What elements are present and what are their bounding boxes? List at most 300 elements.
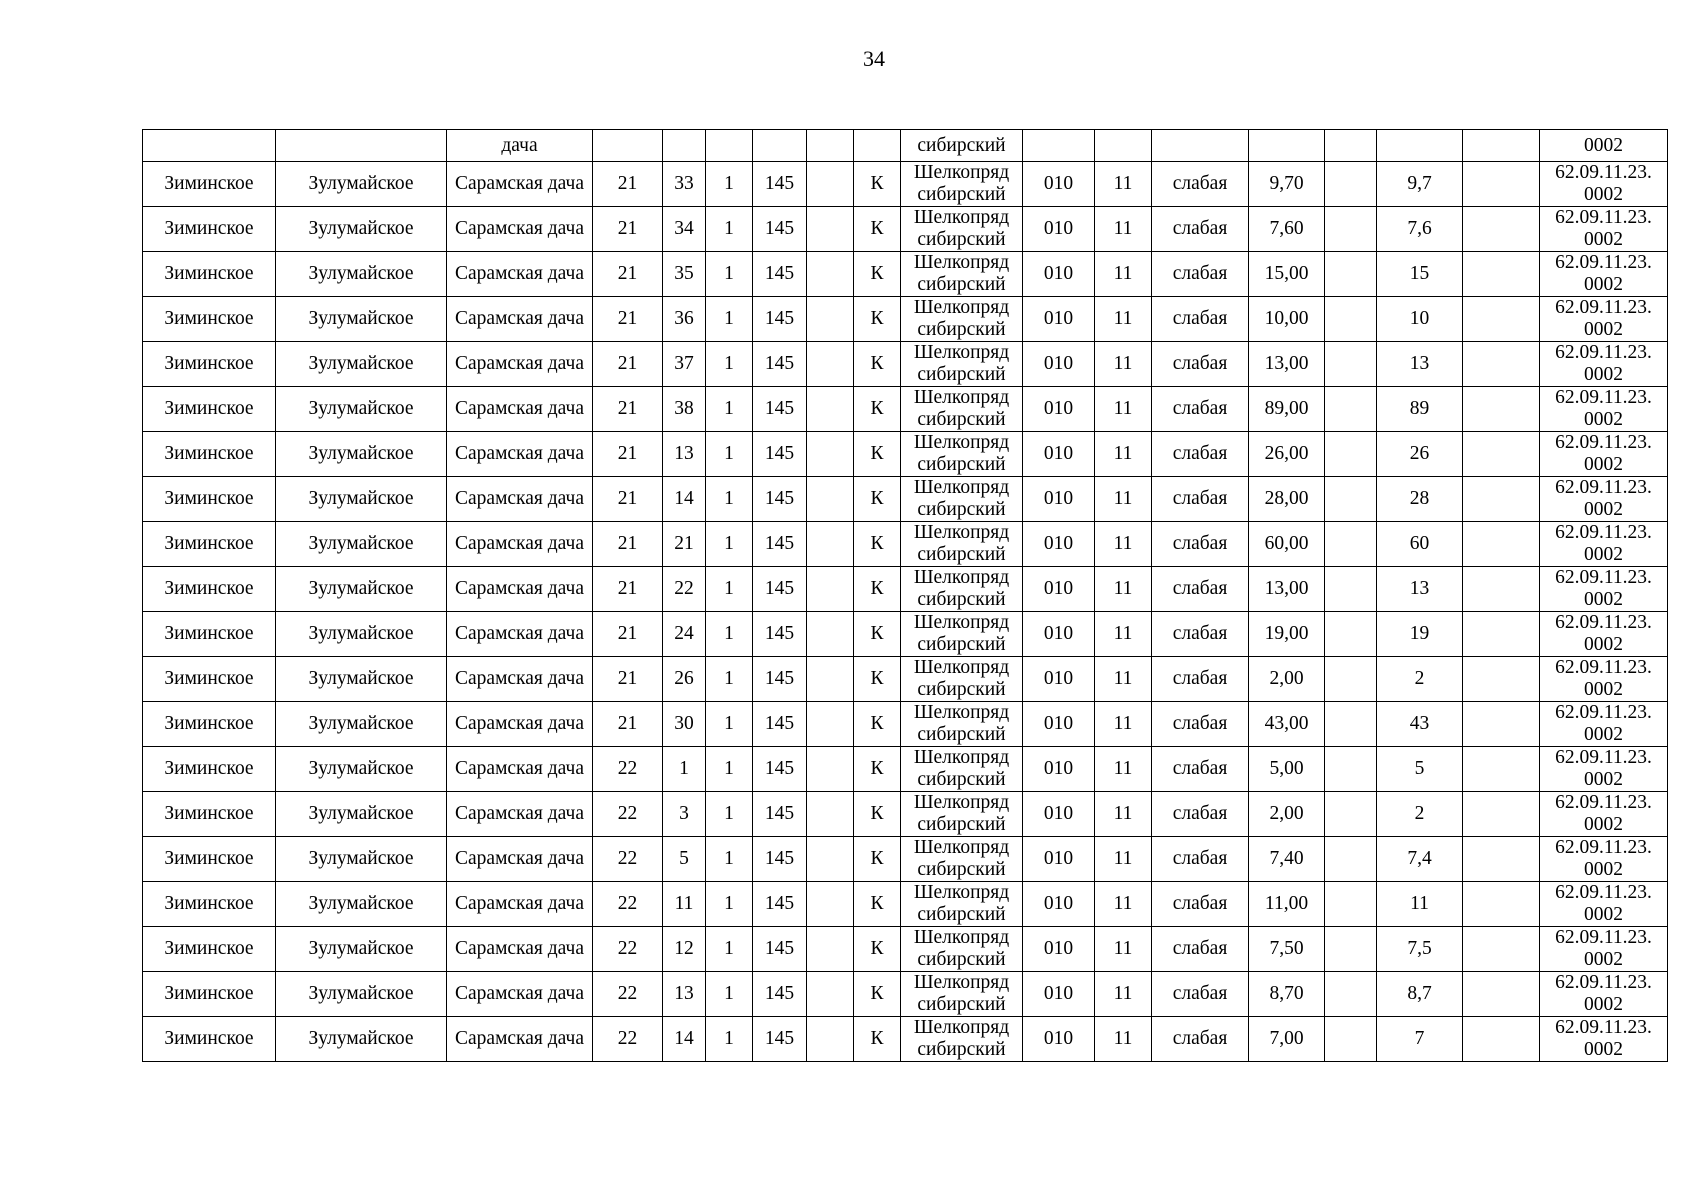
cell-area: 7,40	[1249, 837, 1325, 882]
cell-blank-b	[1325, 612, 1377, 657]
cell-dacha: Сарамская дача	[447, 747, 593, 792]
cell-subsection: 1	[706, 702, 753, 747]
cell-area-code	[753, 130, 807, 162]
table-row	[143, 387, 1668, 432]
cell-code: 010	[1023, 522, 1095, 567]
cell-reference-code: 62.09.11.23. 0002	[1540, 882, 1668, 927]
cell-area-rounded: 9,7	[1377, 162, 1463, 207]
table-row	[143, 567, 1668, 612]
cell-dacha: Сарамская дача	[447, 432, 593, 477]
cell-area	[1249, 130, 1325, 162]
cell-section: 36	[663, 297, 706, 342]
cell-dacha: Сарамская дача	[447, 387, 593, 432]
cell-section: 1	[663, 747, 706, 792]
cell-degree: слабая	[1152, 252, 1249, 297]
cell-species: К	[854, 522, 901, 567]
cell-area-rounded: 43	[1377, 702, 1463, 747]
cell-code: 010	[1023, 477, 1095, 522]
cell-dacha: Сарамская дача	[447, 702, 593, 747]
cell-pest: Шелкопряд сибирский	[901, 297, 1023, 342]
cell-species: К	[854, 432, 901, 477]
cell-blank-a	[807, 297, 854, 342]
cell-factor: 11	[1095, 342, 1152, 387]
cell-pest: Шелкопряд сибирский	[901, 702, 1023, 747]
cell-factor: 11	[1095, 837, 1152, 882]
cell-reference-code: 62.09.11.23. 0002	[1540, 567, 1668, 612]
cell-area: 2,00	[1249, 657, 1325, 702]
cell-section: 38	[663, 387, 706, 432]
cell-degree: слабая	[1152, 567, 1249, 612]
cell-code: 010	[1023, 837, 1095, 882]
cell-blank-a	[807, 162, 854, 207]
cell-section: 33	[663, 162, 706, 207]
cell-blank-a	[807, 792, 854, 837]
cell-subsection: 1	[706, 972, 753, 1017]
cell-dacha: Сарамская дача	[447, 1017, 593, 1062]
cell-blank-a	[807, 342, 854, 387]
cell-code: 010	[1023, 387, 1095, 432]
cell-subsection: 1	[706, 747, 753, 792]
cell-degree: слабая	[1152, 387, 1249, 432]
cell-blank-b	[1325, 882, 1377, 927]
cell-pest: Шелкопряд сибирский	[901, 432, 1023, 477]
cell-blank-c	[1463, 837, 1540, 882]
cell-factor: 11	[1095, 657, 1152, 702]
cell-blank-a	[807, 972, 854, 1017]
cell-area-code: 145	[753, 612, 807, 657]
cell-area-rounded: 2	[1377, 657, 1463, 702]
cell-quarter: 21	[593, 162, 663, 207]
cell-quarter: 21	[593, 657, 663, 702]
cell-section: 35	[663, 252, 706, 297]
cell-blank-b	[1325, 567, 1377, 612]
cell-blank-c	[1463, 130, 1540, 162]
cell-forestry: Зулумайское	[276, 792, 447, 837]
cell-area-code: 145	[753, 747, 807, 792]
cell-pest: Шелкопряд сибирский	[901, 657, 1023, 702]
cell-area: 7,50	[1249, 927, 1325, 972]
table-row	[143, 972, 1668, 1017]
cell-subsection: 1	[706, 252, 753, 297]
cell-blank-b	[1325, 432, 1377, 477]
cell-species: К	[854, 342, 901, 387]
cell-area: 13,00	[1249, 567, 1325, 612]
cell-species: К	[854, 567, 901, 612]
cell-forestry: Зулумайское	[276, 882, 447, 927]
cell-blank-b	[1325, 792, 1377, 837]
cell-factor: 11	[1095, 972, 1152, 1017]
cell-species: К	[854, 297, 901, 342]
cell-dacha: Сарамская дача	[447, 927, 593, 972]
cell-area-rounded: 7	[1377, 1017, 1463, 1062]
cell-area: 7,60	[1249, 207, 1325, 252]
cell-blank-b	[1325, 207, 1377, 252]
cell-area-code: 145	[753, 207, 807, 252]
cell-quarter: 21	[593, 477, 663, 522]
cell-area-rounded: 13	[1377, 342, 1463, 387]
cell-degree: слабая	[1152, 837, 1249, 882]
cell-species: К	[854, 792, 901, 837]
cell-subsection: 1	[706, 837, 753, 882]
cell-area-rounded: 26	[1377, 432, 1463, 477]
cell-quarter: 21	[593, 252, 663, 297]
table-row	[143, 1017, 1668, 1062]
cell-subsection: 1	[706, 342, 753, 387]
cell-subsection: 1	[706, 567, 753, 612]
cell-blank-c	[1463, 432, 1540, 477]
cell-forestry: Зулумайское	[276, 927, 447, 972]
cell-code: 010	[1023, 972, 1095, 1017]
cell-municipal-district: Зиминское	[143, 657, 276, 702]
cell-code: 010	[1023, 927, 1095, 972]
cell-subsection: 1	[706, 207, 753, 252]
cell-species: К	[854, 387, 901, 432]
cell-municipal-district: Зиминское	[143, 927, 276, 972]
cell-degree: слабая	[1152, 972, 1249, 1017]
cell-area-rounded	[1377, 130, 1463, 162]
cell-blank-a	[807, 837, 854, 882]
table-row	[143, 702, 1668, 747]
cell-blank-a	[807, 1017, 854, 1062]
cell-blank-b	[1325, 297, 1377, 342]
cell-blank-a	[807, 612, 854, 657]
cell-species: К	[854, 837, 901, 882]
cell-quarter: 21	[593, 387, 663, 432]
table-row	[143, 252, 1668, 297]
cell-forestry: Зулумайское	[276, 702, 447, 747]
cell-section: 11	[663, 882, 706, 927]
cell-municipal-district: Зиминское	[143, 162, 276, 207]
cell-subsection: 1	[706, 297, 753, 342]
cell-blank-b	[1325, 657, 1377, 702]
cell-blank-c	[1463, 1017, 1540, 1062]
cell-section: 30	[663, 702, 706, 747]
cell-blank-a	[807, 387, 854, 432]
cell-section: 13	[663, 432, 706, 477]
cell-reference-code: 62.09.11.23. 0002	[1540, 297, 1668, 342]
cell-species: К	[854, 702, 901, 747]
cell-degree: слабая	[1152, 342, 1249, 387]
cell-species: К	[854, 612, 901, 657]
cell-quarter: 21	[593, 297, 663, 342]
cell-degree: слабая	[1152, 522, 1249, 567]
cell-dacha: Сарамская дача	[447, 882, 593, 927]
cell-degree	[1152, 130, 1249, 162]
cell-species: К	[854, 477, 901, 522]
cell-dacha: Сарамская дача	[447, 837, 593, 882]
cell-blank-b	[1325, 477, 1377, 522]
cell-subsection: 1	[706, 1017, 753, 1062]
cell-section: 3	[663, 792, 706, 837]
cell-area-rounded: 5	[1377, 747, 1463, 792]
cell-forestry: Зулумайское	[276, 252, 447, 297]
cell-code: 010	[1023, 1017, 1095, 1062]
cell-subsection: 1	[706, 882, 753, 927]
cell-municipal-district: Зиминское	[143, 342, 276, 387]
cell-area-rounded: 7,6	[1377, 207, 1463, 252]
cell-factor: 11	[1095, 567, 1152, 612]
cell-species	[854, 130, 901, 162]
cell-blank-c	[1463, 477, 1540, 522]
cell-blank-a	[807, 657, 854, 702]
cell-area: 5,00	[1249, 747, 1325, 792]
cell-reference-code: 62.09.11.23. 0002	[1540, 432, 1668, 477]
cell-pest: Шелкопряд сибирский	[901, 252, 1023, 297]
cell-quarter: 21	[593, 567, 663, 612]
cell-code: 010	[1023, 207, 1095, 252]
table-row	[143, 837, 1668, 882]
table-row	[143, 792, 1668, 837]
cell-degree: слабая	[1152, 657, 1249, 702]
cell-quarter: 22	[593, 927, 663, 972]
cell-reference-code: 62.09.11.23. 0002	[1540, 747, 1668, 792]
cell-blank-c	[1463, 882, 1540, 927]
cell-dacha: Сарамская дача	[447, 522, 593, 567]
cell-factor: 11	[1095, 792, 1152, 837]
cell-area-rounded: 19	[1377, 612, 1463, 657]
cell-code: 010	[1023, 342, 1095, 387]
cell-area-code: 145	[753, 342, 807, 387]
cell-pest: Шелкопряд сибирский	[901, 207, 1023, 252]
cell-blank-b	[1325, 837, 1377, 882]
cell-forestry: Зулумайское	[276, 837, 447, 882]
cell-reference-code: 62.09.11.23. 0002	[1540, 837, 1668, 882]
cell-blank-c	[1463, 792, 1540, 837]
cell-forestry: Зулумайское	[276, 657, 447, 702]
cell-reference-code: 62.09.11.23. 0002	[1540, 972, 1668, 1017]
cell-code: 010	[1023, 792, 1095, 837]
cell-quarter: 22	[593, 837, 663, 882]
cell-municipal-district: Зиминское	[143, 837, 276, 882]
cell-pest: Шелкопряд сибирский	[901, 612, 1023, 657]
cell-pest: Шелкопряд сибирский	[901, 837, 1023, 882]
cell-blank-b	[1325, 252, 1377, 297]
cell-species: К	[854, 252, 901, 297]
cell-area: 15,00	[1249, 252, 1325, 297]
cell-area-code: 145	[753, 162, 807, 207]
cell-area-code: 145	[753, 1017, 807, 1062]
cell-municipal-district: Зиминское	[143, 612, 276, 657]
cell-municipal-district: Зиминское	[143, 477, 276, 522]
cell-pest: Шелкопряд сибирский	[901, 1017, 1023, 1062]
cell-reference-code: 62.09.11.23. 0002	[1540, 252, 1668, 297]
cell-factor	[1095, 130, 1152, 162]
cell-species: К	[854, 972, 901, 1017]
cell-area-code: 145	[753, 792, 807, 837]
cell-blank-b	[1325, 342, 1377, 387]
cell-section: 13	[663, 972, 706, 1017]
cell-section: 21	[663, 522, 706, 567]
cell-section: 12	[663, 927, 706, 972]
cell-dacha: Сарамская дача	[447, 972, 593, 1017]
cell-subsection: 1	[706, 162, 753, 207]
cell-degree: слабая	[1152, 747, 1249, 792]
cell-area-code: 145	[753, 837, 807, 882]
cell-area: 28,00	[1249, 477, 1325, 522]
cell-quarter: 21	[593, 522, 663, 567]
forest-damage-table	[142, 129, 1668, 1062]
cell-area-rounded: 10	[1377, 297, 1463, 342]
cell-dacha: Сарамская дача	[447, 207, 593, 252]
cell-pest: Шелкопряд сибирский	[901, 522, 1023, 567]
cell-area: 2,00	[1249, 792, 1325, 837]
cell-municipal-district: Зиминское	[143, 252, 276, 297]
cell-forestry: Зулумайское	[276, 1017, 447, 1062]
cell-area-rounded: 7,5	[1377, 927, 1463, 972]
cell-species: К	[854, 882, 901, 927]
cell-quarter: 22	[593, 882, 663, 927]
cell-forestry: Зулумайское	[276, 612, 447, 657]
cell-area: 9,70	[1249, 162, 1325, 207]
cell-area-code: 145	[753, 972, 807, 1017]
cell-municipal-district: Зиминское	[143, 882, 276, 927]
table-row	[143, 432, 1668, 477]
cell-area-code: 145	[753, 387, 807, 432]
cell-blank-b	[1325, 387, 1377, 432]
cell-subsection: 1	[706, 612, 753, 657]
cell-factor: 11	[1095, 387, 1152, 432]
cell-forestry: Зулумайское	[276, 342, 447, 387]
cell-reference-code: 62.09.11.23. 0002	[1540, 792, 1668, 837]
cell-section: 14	[663, 477, 706, 522]
cell-dacha: Сарамская дача	[447, 297, 593, 342]
cell-quarter: 22	[593, 792, 663, 837]
cell-blank-b	[1325, 1017, 1377, 1062]
cell-degree: слабая	[1152, 702, 1249, 747]
cell-reference-code: 62.09.11.23. 0002	[1540, 927, 1668, 972]
cell-forestry: Зулумайское	[276, 972, 447, 1017]
cell-blank-c	[1463, 927, 1540, 972]
cell-blank-a	[807, 207, 854, 252]
cell-blank-b	[1325, 702, 1377, 747]
cell-code: 010	[1023, 612, 1095, 657]
cell-dacha: Сарамская дача	[447, 477, 593, 522]
cell-area: 26,00	[1249, 432, 1325, 477]
table-row	[143, 747, 1668, 792]
cell-code: 010	[1023, 252, 1095, 297]
cell-area-rounded: 13	[1377, 567, 1463, 612]
cell-municipal-district: Зиминское	[143, 792, 276, 837]
cell-code: 010	[1023, 657, 1095, 702]
cell-dacha: дача	[447, 130, 593, 162]
cell-reference-code: 0002	[1540, 130, 1668, 162]
cell-quarter: 22	[593, 1017, 663, 1062]
cell-quarter: 21	[593, 432, 663, 477]
cell-section: 34	[663, 207, 706, 252]
table-row	[143, 342, 1668, 387]
cell-municipal-district: Зиминское	[143, 567, 276, 612]
cell-section: 24	[663, 612, 706, 657]
cell-factor: 11	[1095, 432, 1152, 477]
cell-factor: 11	[1095, 882, 1152, 927]
cell-degree: слабая	[1152, 432, 1249, 477]
cell-pest: Шелкопряд сибирский	[901, 747, 1023, 792]
cell-code: 010	[1023, 747, 1095, 792]
cell-forestry: Зулумайское	[276, 747, 447, 792]
cell-blank-c	[1463, 252, 1540, 297]
cell-reference-code: 62.09.11.23. 0002	[1540, 207, 1668, 252]
cell-blank-b	[1325, 747, 1377, 792]
cell-factor: 11	[1095, 522, 1152, 567]
cell-blank-a	[807, 882, 854, 927]
cell-blank-c	[1463, 567, 1540, 612]
cell-reference-code: 62.09.11.23. 0002	[1540, 522, 1668, 567]
cell-degree: слабая	[1152, 927, 1249, 972]
cell-blank-b	[1325, 522, 1377, 567]
cell-area-code: 145	[753, 522, 807, 567]
cell-subsection	[706, 130, 753, 162]
cell-forestry: Зулумайское	[276, 477, 447, 522]
cell-forestry: Зулумайское	[276, 207, 447, 252]
cell-degree: слабая	[1152, 297, 1249, 342]
cell-dacha: Сарамская дача	[447, 657, 593, 702]
cell-blank-b	[1325, 162, 1377, 207]
cell-forestry: Зулумайское	[276, 162, 447, 207]
cell-species: К	[854, 1017, 901, 1062]
cell-factor: 11	[1095, 927, 1152, 972]
cell-degree: слабая	[1152, 1017, 1249, 1062]
cell-subsection: 1	[706, 657, 753, 702]
cell-area-code: 145	[753, 432, 807, 477]
page-number: 34	[863, 46, 885, 71]
cell-section: 14	[663, 1017, 706, 1062]
table-row	[143, 657, 1668, 702]
cell-reference-code: 62.09.11.23. 0002	[1540, 1017, 1668, 1062]
cell-area-rounded: 11	[1377, 882, 1463, 927]
cell-blank-b	[1325, 972, 1377, 1017]
cell-degree: слабая	[1152, 207, 1249, 252]
table-row-continuation	[143, 130, 1668, 162]
cell-pest: Шелкопряд сибирский	[901, 882, 1023, 927]
cell-degree: слабая	[1152, 792, 1249, 837]
cell-blank-a	[807, 252, 854, 297]
cell-dacha: Сарамская дача	[447, 342, 593, 387]
cell-municipal-district: Зиминское	[143, 972, 276, 1017]
cell-forestry: Зулумайское	[276, 432, 447, 477]
cell-section: 37	[663, 342, 706, 387]
cell-pest: Шелкопряд сибирский	[901, 927, 1023, 972]
cell-blank-a	[807, 927, 854, 972]
cell-forestry: Зулумайское	[276, 297, 447, 342]
cell-area-code: 145	[753, 927, 807, 972]
cell-factor: 11	[1095, 477, 1152, 522]
cell-code: 010	[1023, 162, 1095, 207]
cell-section	[663, 130, 706, 162]
cell-pest: Шелкопряд сибирский	[901, 792, 1023, 837]
cell-factor: 11	[1095, 297, 1152, 342]
table-row	[143, 882, 1668, 927]
cell-subsection: 1	[706, 387, 753, 432]
cell-blank-c	[1463, 747, 1540, 792]
cell-degree: слабая	[1152, 882, 1249, 927]
cell-pest: сибирский	[901, 130, 1023, 162]
cell-section: 26	[663, 657, 706, 702]
cell-blank-a	[807, 477, 854, 522]
table-body	[143, 130, 1668, 1062]
cell-area-rounded: 89	[1377, 387, 1463, 432]
cell-blank-a	[807, 432, 854, 477]
cell-forestry: Зулумайское	[276, 522, 447, 567]
cell-municipal-district: Зиминское	[143, 747, 276, 792]
cell-area-rounded: 2	[1377, 792, 1463, 837]
cell-blank-c	[1463, 657, 1540, 702]
cell-factor: 11	[1095, 252, 1152, 297]
cell-species: К	[854, 657, 901, 702]
table-row	[143, 162, 1668, 207]
cell-area: 11,00	[1249, 882, 1325, 927]
cell-blank-c	[1463, 297, 1540, 342]
cell-blank-c	[1463, 612, 1540, 657]
